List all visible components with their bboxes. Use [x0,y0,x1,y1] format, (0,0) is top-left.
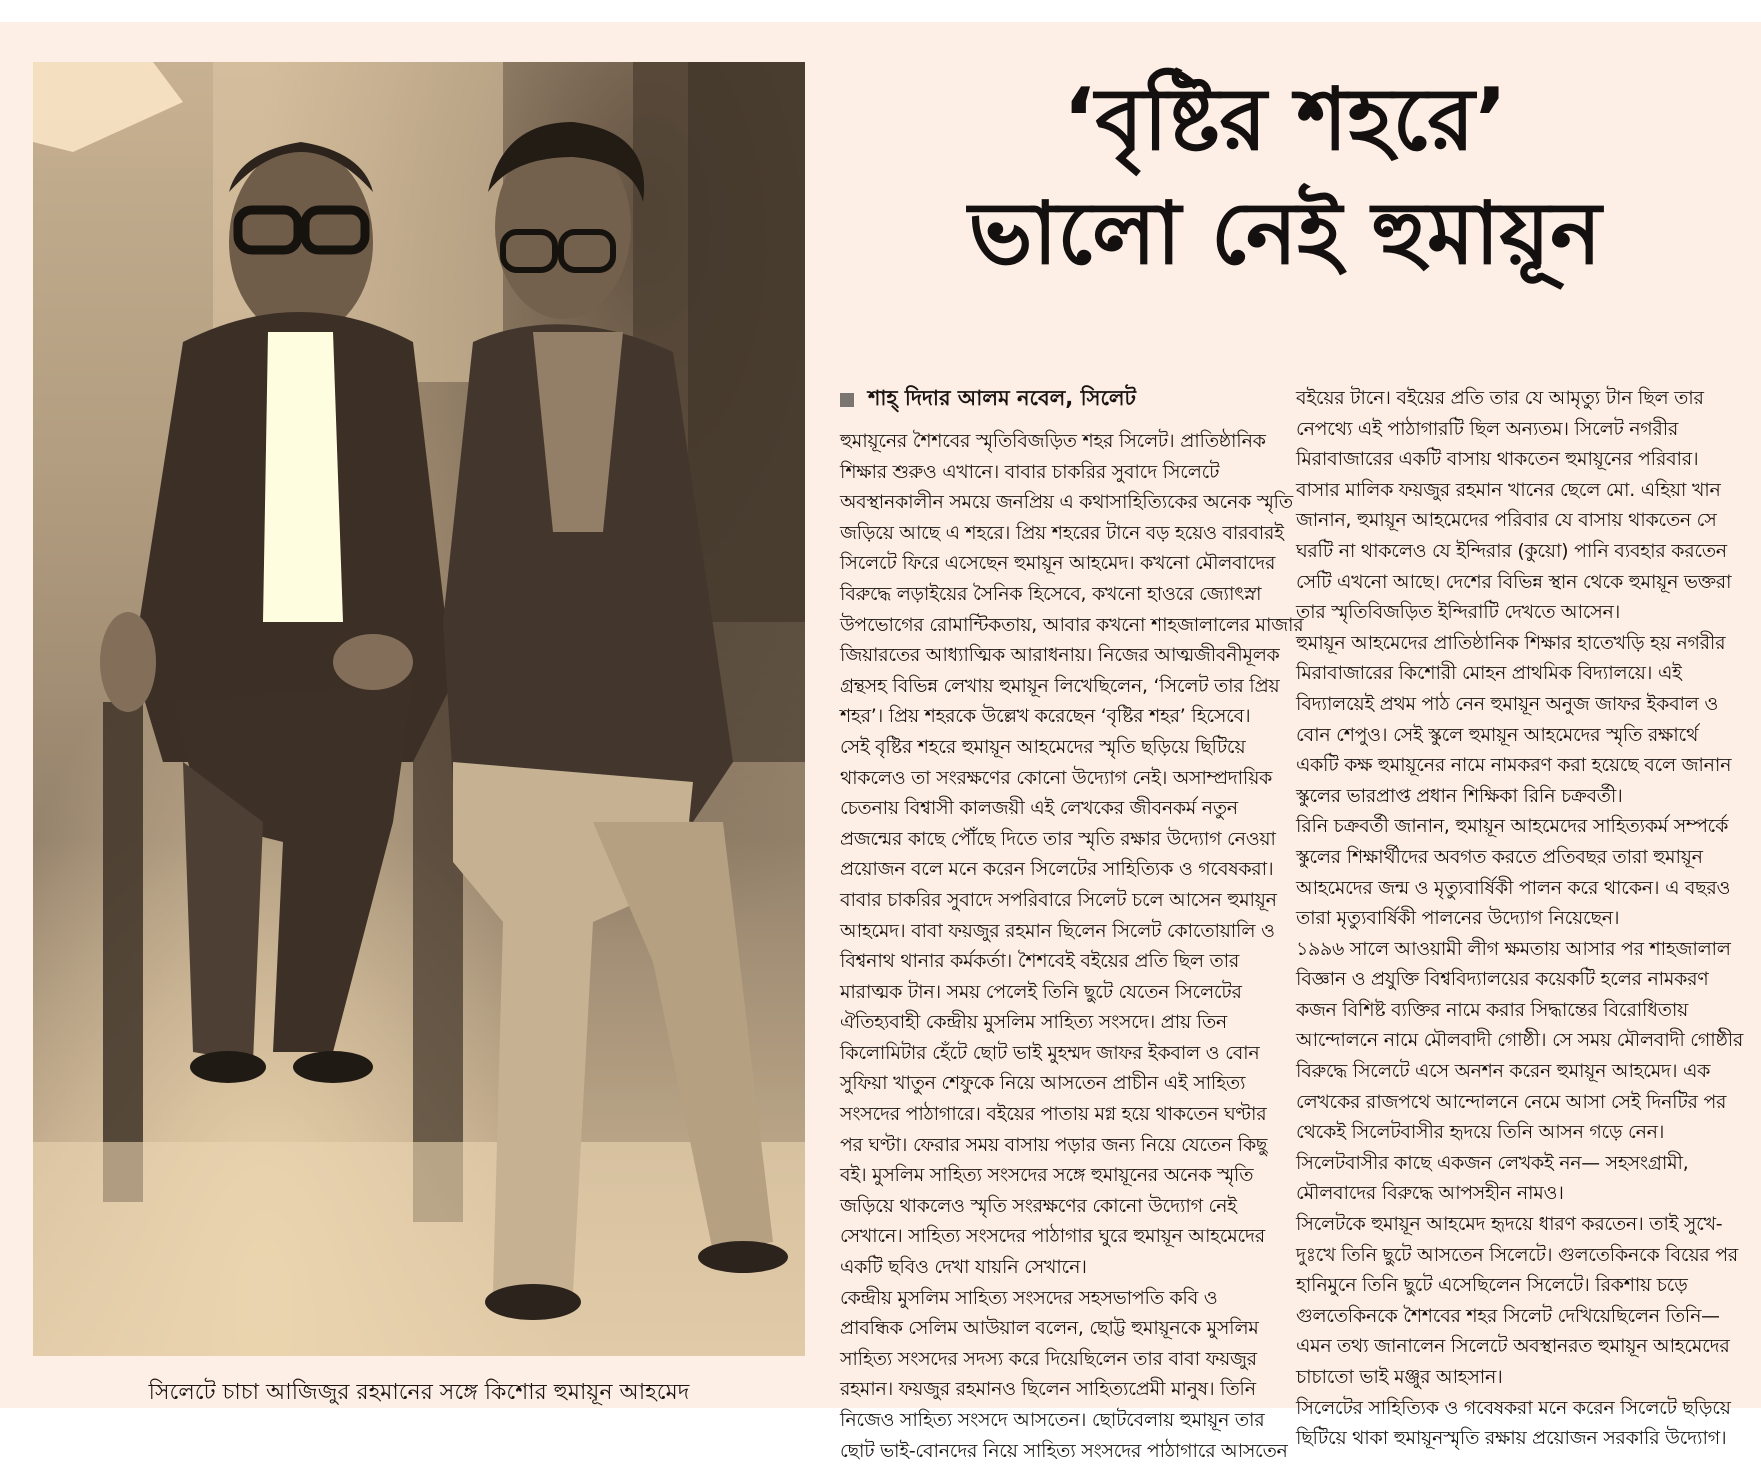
article-line: হানিমুনে তিনি ছুটে এসেছিলেন সিলেটে। রিকশায় চড়ে [1296,1275,1688,1297]
article-line: সিলেটবাসীর কাছে একজন লেখকই নন— সহসংগ্রামী, [1296,1152,1689,1174]
article-line: কজন বিশিষ্ট ব্যক্তির নামে করার সিদ্ধান্তের বিরোধিতায় [1296,999,1688,1021]
article-line: হুমায়ূনের শৈশবের স্মৃতিবিজড়িত শহর সিলেট। প্রাতিষ্ঠানিক [840,431,1266,452]
byline [840,382,1136,417]
article-line: চাচাতো ভাই মঞ্জুর আহসান। [1296,1367,1503,1388]
article-line: সিলেটে ফিরে এসেছেন হুমায়ূন আহমেদ। কখনো মৌলবাদের [840,553,1276,575]
article-line: সুফিয়া খাতুন শেফুকে নিয়ে আসতেন প্রাচীন এই সাহিত্য [840,1073,1246,1095]
article-line: দুঃখে তিনি ছুটে আসতেন সিলেটে। গুলতেকিনকে বিয়ের পর [1296,1244,1738,1266]
headline-line-2: ভালো নেই হুমায়ূন [968,184,1602,284]
headline [830,64,1740,292]
article-line: সেটি এখনো আছে। দেশের বিভিন্ন স্থান থেকে হুমায়ূন ভক্তরা [1296,571,1732,593]
article-line: মিরাবাজারের একটি বাসায় থাকতেন হুমায়ূনের পরিবার। [1296,449,1699,471]
article-column-2 [1296,384,1746,1455]
article-line: শিক্ষার শুরুও এখানে। বাবার চাকরির সুবাদে সিলেটে [840,461,1220,483]
article-line: বিদ্যালয়েই প্রথম পাঠ নেন হুমায়ূন অনুজ জাফর ইকবাল ও [1296,693,1718,715]
article-line: অবস্থানকালীন সময়ে জনপ্রিয় এ কথাসাহিত্যিকের অনেক স্মৃতি [840,492,1293,514]
article-line: মৌলবাদের বিরুদ্ধে আপসহীন নামও। [1296,1183,1564,1205]
article-line: সেই বৃষ্টির শহরে হুমায়ূন আহমেদের স্মৃতি ছড়িয়ে ছিটিয়ে [840,736,1246,758]
article-line: প্রাবন্ধিক সেলিম আউয়াল বলেন, ছোট্ট হুমায়ূনকে মুসলিম [840,1318,1259,1340]
article-line: ছিটিয়ে থাকা হুমায়ূনস্মৃতি রক্ষায় প্রয়োজন সরকারি উদ্যোগ। [1296,1428,1727,1450]
article-line: কেন্দ্রীয় মুসলিম সাহিত্য সংসদের সহসভাপতি কবি ও [840,1287,1218,1309]
article-line: বাসার মালিক ফয়জুর রহমান খানের ছেলে মো. এহিয়া খান [1296,479,1721,501]
article-line: বইয়ের টানে। বইয়ের প্রতি তার যে আমৃত্যু টান ছিল তার [1296,388,1704,409]
article-line: বাবার চাকরির সুবাদে সপরিবারে সিলেট চলে আসেন হুমায়ূন [840,889,1277,911]
article-line: সাহিত্য সংসদের সদস্য করে দিয়েছিলেন তার বাবা ফয়জুর [840,1348,1257,1370]
article-line: গুলতেকিনকে শৈশবের শহর সিলেট দেখিয়েছিলেন তিনি— [1296,1305,1720,1327]
article-column-1 [840,427,1304,1467]
article-line: ১৯৯৬ সালে আওয়ামী লীগ ক্ষমতায় আসার পর শাহজালাল [1296,938,1731,960]
article-line: প্রজন্মের কাছে পৌঁছে দিতে তার স্মৃতি রক্ষার উদ্যোগ নেওয়া [840,828,1276,850]
article-line: প্রয়োজন বলে মনে করেন সিলেটের সাহিত্যিক ও গবেষকরা। [840,859,1274,881]
article-line: চেতনায় বিশ্বাসী কালজয়ী এই লেখকের জীবনকর্ম নতুন [840,798,1238,820]
article-line: ঐতিহ্যবাহী কেন্দ্রীয় মুসলিম সাহিত্য সংসদে। প্রায় তিন [840,1012,1227,1034]
article-line: থাকলেও তা সংরক্ষণের কোনো উদ্যোগ নেই। অসাম্প্রদায়িক [840,767,1272,789]
article-line: তার স্মৃতিবিজড়িত ইন্দিরাটি দেখতে আসেন। [1296,602,1620,624]
article-line: গ্রন্থসহ বিভিন্ন লেখায় হুমায়ূন লিখেছিলেন, ‘সিলেট তার প্রিয় [840,675,1280,697]
article-line: রিনি চক্রবর্তী জানান, হুমায়ূন আহমেদের সাহিত্যকর্ম সম্পর্কে [1296,816,1729,838]
article-line: মিরাবাজারের কিশোরী মোহন প্রাথমিক বিদ্যালয়ে। এই [1296,663,1682,685]
article-line: আহমেদ। বাবা ফয়জুর রহমান ছিলেন সিলেট কোতোয়ালি ও [840,920,1275,942]
article-line: সংসদের পাঠাগারে। বইয়ের পাতায় মগ্ন হয়ে থাকতেন ঘণ্টার [840,1104,1267,1126]
article-line: স্কুলের ভারপ্রাপ্ত প্রধান শিক্ষিকা রিনি চক্রবর্তী। [1296,785,1623,807]
article-line: বিজ্ঞান ও প্রযুক্তি বিশ্ববিদ্যালয়ের কয়েকটি হলের নামকরণ [1296,969,1709,991]
article-line: জানান, হুমায়ূন আহমেদের পরিবার যে বাসায় থাকতেন সে [1296,510,1717,532]
article-line: নিজেও সাহিত্য সংসদে আসতেন। ছোটবেলায় হুমায়ূন তার [840,1410,1265,1431]
headline-line-1: ‘বৃষ্টির শহরে’ [1062,70,1508,170]
article-line: বিশ্বনাথ থানার কর্মকর্তা। শৈশবেই বইয়ের প্রতি ছিল তার [840,951,1239,973]
photo-caption: সিলেটে চাচা আজিজুর রহমানের সঙ্গে কিশোর হুমায়ূন আহমেদ [148,1380,690,1405]
photo-illustration [33,62,805,1356]
article-line: বই। মুসলিম সাহিত্য সংসদের সঙ্গে হুমায়ূনের অনেক স্মৃতি [840,1165,1254,1187]
article-line: সিলেটের সাহিত্যিক ও গবেষকরা মনে করেন সিলেটে ছড়িয়ে [1296,1397,1731,1419]
article-line: আহমেদের জন্ম ও মৃত্যুবার্ষিকী পালন করে থাকেন। এ বছরও [1296,877,1731,899]
sepia-photo-two-men [33,62,805,1356]
article-line: স্কুলের শিক্ষার্থীদের অবগত করতে প্রতিবছর তারা হুমায়ূন [1296,846,1703,868]
article-line: রহমান। ফয়জুর রহমানও ছিলেন সাহিত্যপ্রেমী মানুষ। তিনি [840,1379,1256,1401]
article-line: জড়িয়ে আছে এ শহরে। প্রিয় শহরের টানে বড় হয়েও বারবারই [840,522,1284,544]
article-line: শহর’। প্রিয় শহরকে উল্লেখ করেছেন ‘বৃষ্টির শহর’ হিসেবে। [840,706,1251,728]
byline-text: শাহ্ দিদার আলম নবেল, সিলেট [868,386,1137,410]
article-line: তারা মৃত্যুবার্ষিকী পালনের উদ্যোগ নিয়েছেন। [1296,908,1620,930]
article-line: আন্দোলনে নামে মৌলবাদী গোষ্ঠী। সে সময় মৌলবাদী গোষ্ঠীর [1296,1030,1743,1052]
article-line: ছোট ভাই-বোনদের নিয়ে সাহিত্য সংসদের পাঠাগারে আসতেন [840,1440,1288,1462]
article-line: বিরুদ্ধে লড়াইয়ের সৈনিক হিসেবে, কখনো হাওরে জ্যোৎস্না [840,583,1262,605]
article-line: উপভোগের রোমান্টিকতায়, আবার কখনো শাহজালালের মাজার [840,614,1304,636]
article-line: জিয়ারতের আধ্যাত্মিক আরাধনায়। নিজের আত্মজীবনীমূলক [840,645,1280,667]
article-line: একটি কক্ষ হুমায়ূনের নামে নামকরণ করা হয়েছে বলে জানান [1296,755,1732,777]
article-line: নেপথ্যে এই পাঠাগারটি ছিল অন্যতম। সিলেট নগরীর [1296,418,1678,440]
article-line: লেখকের রাজপথে আন্দোলনে নেমে আসা সেই দিনটির পর [1296,1091,1727,1113]
article-line: ঘরটি না থাকলেও যে ইন্দিরার (কুয়ো) পানি ব্যবহার করতেন [1296,540,1727,562]
article-line: সেখানে। সাহিত্য সংসদের পাঠাগার ঘুরে হুমায়ূন আহমেদের [840,1226,1265,1248]
bullet-square-icon [840,393,854,407]
article-line: জড়িয়ে থাকলেও স্মৃতি সংরক্ষণের কোনো উদ্যোগ নেই [840,1195,1237,1217]
article-line: পর ঘণ্টা। ফেরার সময় বাসায় পড়ার জন্য নিয়ে যেতেন কিছু [840,1134,1268,1156]
article-line: এমন তথ্য জানালেন সিলেটে অবস্থানরত হুমায়ূন আহমেদের [1296,1336,1730,1358]
newspaper-page [0,22,1761,1462]
article-line: বিরুদ্ধে সিলেটে এসে অনশন করেন হুমায়ূন আহমেদ। এক [1296,1061,1711,1083]
article-line: হুমায়ূন আহমেদের প্রাতিষ্ঠানিক শিক্ষার হাতেখড়ি হয় নগরীর [1296,632,1726,654]
article-line: একটি ছবিও দেখা যায়নি সেখানে। [840,1257,1087,1279]
article-line: সিলেটকে হুমায়ূন আহমেদ হৃদয়ে ধারণ করতেন। তাই সুখে- [1296,1214,1723,1236]
article-line: মারাত্মক টান। সময় পেলেই তিনি ছুটে যেতেন সিলেটের [840,981,1242,1003]
article-line: কিলোমিটার হেঁটে ছোট ভাই মুহম্মদ জাফর ইকবাল ও বোন [840,1042,1260,1064]
article-line: বোন শেপুও। সেই স্কুলে হুমায়ূন আহমেদের স্মৃতি রক্ষার্থে [1296,724,1699,746]
article-line: থেকেই সিলেটবাসীর হৃদয়ে তিনি আসন গড়ে নেন। [1296,1122,1665,1144]
